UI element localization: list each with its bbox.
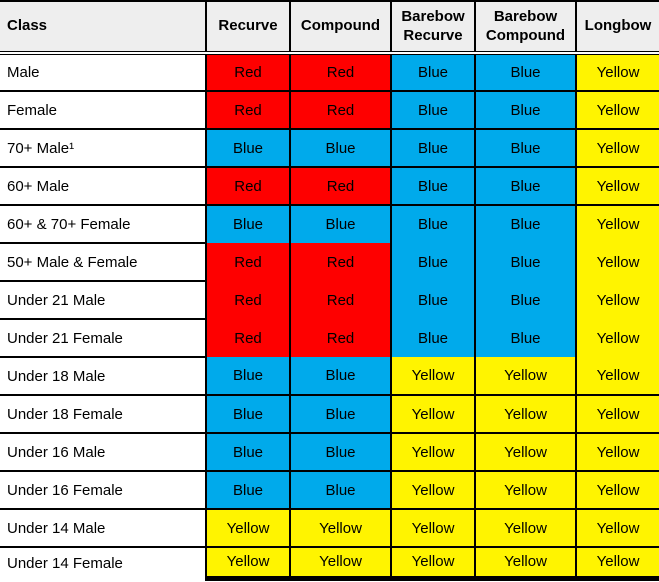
color-cell: Red [206,91,290,129]
color-cell: Yellow [576,167,659,205]
color-cell: Blue [475,53,576,91]
color-cell: Red [206,53,290,91]
column-header-recurve: Recurve [206,1,290,53]
color-cell: Blue [475,91,576,129]
color-cell: Yellow [576,471,659,509]
color-cell: Red [206,319,290,357]
color-cell: Blue [475,319,576,357]
color-cell: Yellow [475,357,576,395]
color-cell: Yellow [576,357,659,395]
color-cell: Blue [206,395,290,433]
color-cell: Red [206,167,290,205]
color-cell: Blue [290,433,391,471]
column-header-barebow-compound: Barebow Compound [475,1,576,53]
table-row [0,509,659,547]
color-cell: Yellow [391,357,475,395]
color-cell: Red [290,167,391,205]
color-cell: Blue [475,167,576,205]
class-cell: Under 18 Female [0,395,206,433]
column-header-class: Class [0,1,206,53]
color-cell: Red [206,243,290,281]
color-cell: Blue [475,243,576,281]
class-cell: 60+ Male [0,167,206,205]
color-cell: Blue [391,205,475,243]
table-row [0,357,659,395]
color-cell: Yellow [576,509,659,547]
color-cell: Yellow [475,509,576,547]
header-row [0,1,659,53]
class-cell: Under 16 Female [0,471,206,509]
class-cell: 70+ Male¹ [0,129,206,167]
class-cell: 60+ & 70+ Female [0,205,206,243]
color-cell: Blue [206,357,290,395]
color-cell: Yellow [576,281,659,319]
table-row [0,167,659,205]
color-cell: Yellow [576,91,659,129]
color-cell: Blue [391,129,475,167]
color-cell: Yellow [576,319,659,357]
color-cell: Blue [391,91,475,129]
color-cell: Yellow [576,53,659,91]
table-row [0,53,659,91]
table-row [0,243,659,281]
class-cell: Under 16 Male [0,433,206,471]
color-cell: Blue [206,129,290,167]
color-cell: Blue [475,205,576,243]
color-cell: Blue [206,433,290,471]
class-cell: Female [0,91,206,129]
color-cell: Yellow [576,395,659,433]
color-cell: Yellow [475,547,576,578]
color-cell: Red [290,53,391,91]
color-cell: Blue [290,471,391,509]
color-cell: Blue [391,53,475,91]
color-cell: Blue [391,167,475,205]
color-cell: Yellow [576,129,659,167]
table-row [0,547,659,578]
table-row [0,471,659,509]
column-header-longbow: Longbow [576,1,659,53]
color-cell: Yellow [576,243,659,281]
color-cell: Yellow [576,205,659,243]
color-cell: Blue [290,395,391,433]
color-cell: Yellow [576,433,659,471]
table-row [0,319,659,357]
class-cell: Male [0,53,206,91]
color-cell: Yellow [206,509,290,547]
color-cell: Yellow [391,509,475,547]
color-cell: Red [290,319,391,357]
color-cell: Blue [206,471,290,509]
color-cell: Yellow [576,547,659,578]
class-cell: Under 18 Male [0,357,206,395]
color-cell: Blue [290,129,391,167]
color-cell: Blue [475,129,576,167]
color-cell: Yellow [391,395,475,433]
color-cell: Yellow [290,547,391,578]
color-cell: Blue [290,205,391,243]
class-cell: 50+ Male & Female [0,243,206,281]
color-cell: Yellow [391,433,475,471]
color-cell: Yellow [391,471,475,509]
class-cell: Under 21 Female [0,319,206,357]
color-cell: Yellow [475,471,576,509]
color-cell: Yellow [290,509,391,547]
color-cell: Red [206,281,290,319]
color-cell: Blue [391,319,475,357]
color-cell: Blue [206,205,290,243]
table-row [0,281,659,319]
class-cell: Under 21 Male [0,281,206,319]
color-cell: Blue [475,281,576,319]
table-row [0,129,659,167]
table-row [0,433,659,471]
color-cell: Yellow [391,547,475,578]
color-cell: Red [290,243,391,281]
color-cell: Blue [391,243,475,281]
table-row [0,395,659,433]
column-header-compound: Compound [290,1,391,53]
color-cell: Blue [290,357,391,395]
color-cell: Blue [391,281,475,319]
color-cell: Yellow [206,547,290,578]
color-cell: Red [290,91,391,129]
color-cell: Yellow [475,433,576,471]
color-cell: Yellow [475,395,576,433]
class-cell: Under 14 Male [0,509,206,547]
table-row [0,91,659,129]
class-cell: Under 14 Female [0,547,206,578]
column-header-barebow-recurve: Barebow Recurve [391,1,475,53]
table-row [0,205,659,243]
color-cell: Red [290,281,391,319]
